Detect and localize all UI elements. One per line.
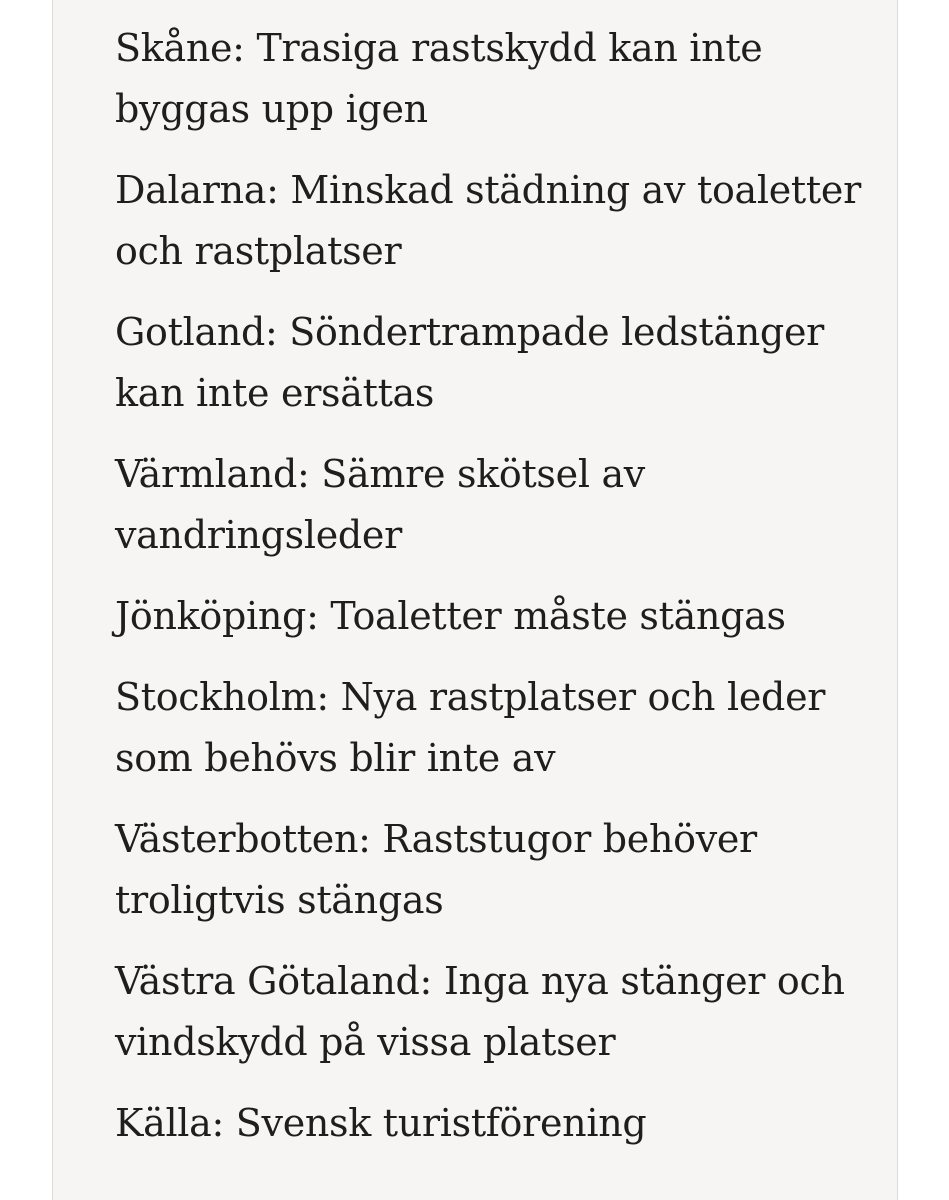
list-item-stockholm: Stockholm: Nya rastplatser och leder som behövs blir inte av xyxy=(115,675,826,780)
list-item-skane: Skåne: Trasiga rastskydd kan inte byggas upp igen xyxy=(115,26,763,131)
source-credit: Källa: Svensk turistförening xyxy=(115,1101,647,1145)
list-item-dalarna: Dalarna: Minskad städning av toaletter och rastplatser xyxy=(115,168,861,273)
list-item-vastra-gotaland: Västra Götaland: Inga nya stänger och vindskydd på vissa platser xyxy=(115,959,845,1064)
list-item-varmland: Värmland: Sämre skötsel av vandringsleder xyxy=(115,452,645,557)
region-consequence-list xyxy=(115,18,885,1154)
list-item-gotland: Gotland: Söndertrampade ledstänger kan inte ersättas xyxy=(115,310,824,415)
list-item-jonkoping: Jönköping: Toaletter måste stängas xyxy=(115,594,786,638)
fact-box-panel xyxy=(52,0,898,1200)
list-item-vasterbotten: Västerbotten: Raststugor behöver troligtvis stängas xyxy=(115,817,757,922)
